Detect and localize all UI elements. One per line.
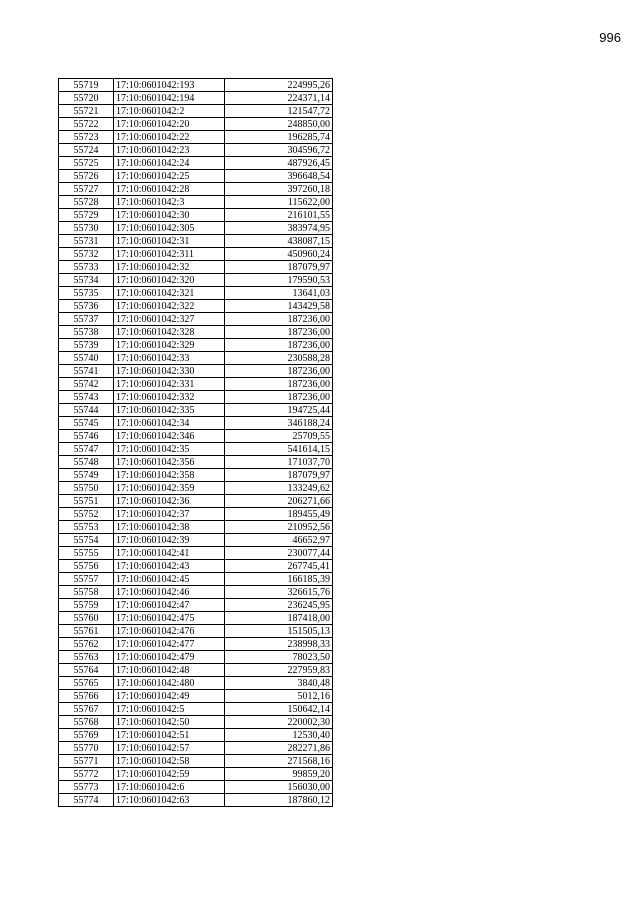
cadastral-number-cell: 17:10:0601042:356 — [114, 456, 225, 469]
row-number-cell: 55748 — [59, 456, 114, 469]
row-number-cell: 55768 — [59, 716, 114, 729]
cadastral-number-cell: 17:10:0601042:57 — [114, 742, 225, 755]
table-row — [59, 222, 333, 235]
cadastral-number-cell: 17:10:0601042:41 — [114, 547, 225, 560]
table-row — [59, 170, 333, 183]
cadastral-number-cell: 17:10:0601042:34 — [114, 417, 225, 430]
cadastral-number-cell: 17:10:0601042:322 — [114, 300, 225, 313]
table-row — [59, 469, 333, 482]
cadastral-number-cell: 17:10:0601042:36 — [114, 495, 225, 508]
cadastral-value-cell: 230077,44 — [225, 547, 333, 560]
cadastral-value-cell: 438087,15 — [225, 235, 333, 248]
cadastral-value-cell: 187236,00 — [225, 339, 333, 352]
cadastral-value-cell: 224371,14 — [225, 92, 333, 105]
cadastral-number-cell: 17:10:0601042:23 — [114, 144, 225, 157]
row-number-cell: 55751 — [59, 495, 114, 508]
cadastral-value-cell: 187860,12 — [225, 794, 333, 807]
cadastral-value-cell: 187236,00 — [225, 378, 333, 391]
row-number-cell: 55729 — [59, 209, 114, 222]
table-row — [59, 521, 333, 534]
cadastral-value-cell: 78023,50 — [225, 651, 333, 664]
row-number-cell: 55731 — [59, 235, 114, 248]
table-row — [59, 560, 333, 573]
cadastral-value-cell: 383974,95 — [225, 222, 333, 235]
cadastral-value-cell: 3840,48 — [225, 677, 333, 690]
table-row — [59, 443, 333, 456]
cadastral-value-cell: 541614,15 — [225, 443, 333, 456]
row-number-cell: 55750 — [59, 482, 114, 495]
cadastral-value-cell: 5012,16 — [225, 690, 333, 703]
table-row — [59, 716, 333, 729]
row-number-cell: 55749 — [59, 469, 114, 482]
cadastral-number-cell: 17:10:0601042:328 — [114, 326, 225, 339]
cadastral-number-cell: 17:10:0601042:475 — [114, 612, 225, 625]
cadastral-number-cell: 17:10:0601042:51 — [114, 729, 225, 742]
cadastral-number-cell: 17:10:0601042:321 — [114, 287, 225, 300]
table-row — [59, 365, 333, 378]
row-number-cell: 55754 — [59, 534, 114, 547]
cadastral-number-cell: 17:10:0601042:49 — [114, 690, 225, 703]
table-row — [59, 131, 333, 144]
cadastral-number-cell: 17:10:0601042:48 — [114, 664, 225, 677]
row-number-cell: 55756 — [59, 560, 114, 573]
table-row — [59, 209, 333, 222]
cadastral-value-table — [58, 78, 333, 807]
table-row — [59, 508, 333, 521]
row-number-cell: 55724 — [59, 144, 114, 157]
cadastral-value-cell: 187236,00 — [225, 313, 333, 326]
cadastral-value-cell: 171037,70 — [225, 456, 333, 469]
table-row — [59, 599, 333, 612]
row-number-cell: 55760 — [59, 612, 114, 625]
cadastral-number-cell: 17:10:0601042:305 — [114, 222, 225, 235]
cadastral-number-cell: 17:10:0601042:194 — [114, 92, 225, 105]
cadastral-number-cell: 17:10:0601042:3 — [114, 196, 225, 209]
cadastral-number-cell: 17:10:0601042:479 — [114, 651, 225, 664]
row-number-cell: 55766 — [59, 690, 114, 703]
cadastral-value-cell: 13641,03 — [225, 287, 333, 300]
cadastral-value-cell: 156030,00 — [225, 781, 333, 794]
cadastral-value-cell: 121547,72 — [225, 105, 333, 118]
cadastral-number-cell: 17:10:0601042:63 — [114, 794, 225, 807]
cadastral-value-cell: 166185,39 — [225, 573, 333, 586]
cadastral-value-cell: 179590,53 — [225, 274, 333, 287]
row-number-cell: 55723 — [59, 131, 114, 144]
row-number-cell: 55746 — [59, 430, 114, 443]
table-row — [59, 651, 333, 664]
row-number-cell: 55755 — [59, 547, 114, 560]
table-row — [59, 144, 333, 157]
table-row — [59, 326, 333, 339]
cadastral-value-cell: 220002,30 — [225, 716, 333, 729]
row-number-cell: 55743 — [59, 391, 114, 404]
row-number-cell: 55740 — [59, 352, 114, 365]
table-row — [59, 196, 333, 209]
table-row — [59, 495, 333, 508]
row-number-cell: 55735 — [59, 287, 114, 300]
cadastral-value-cell: 187079,97 — [225, 261, 333, 274]
table-row — [59, 313, 333, 326]
cadastral-number-cell: 17:10:0601042:32 — [114, 261, 225, 274]
cadastral-value-cell: 187079,97 — [225, 469, 333, 482]
row-number-cell: 55737 — [59, 313, 114, 326]
cadastral-number-cell: 17:10:0601042:193 — [114, 79, 225, 92]
cadastral-number-cell: 17:10:0601042:20 — [114, 118, 225, 131]
table-row — [59, 729, 333, 742]
table-row — [59, 391, 333, 404]
row-number-cell: 55753 — [59, 521, 114, 534]
cadastral-number-cell: 17:10:0601042:50 — [114, 716, 225, 729]
cadastral-value-cell: 143429,58 — [225, 300, 333, 313]
table-row — [59, 768, 333, 781]
row-number-cell: 55719 — [59, 79, 114, 92]
cadastral-number-cell: 17:10:0601042:335 — [114, 404, 225, 417]
row-number-cell: 55722 — [59, 118, 114, 131]
cadastral-value-cell: 196285,74 — [225, 131, 333, 144]
cadastral-number-cell: 17:10:0601042:22 — [114, 131, 225, 144]
cadastral-value-cell: 187236,00 — [225, 326, 333, 339]
table-body — [59, 79, 333, 807]
cadastral-number-cell: 17:10:0601042:5 — [114, 703, 225, 716]
cadastral-value-cell: 326615,76 — [225, 586, 333, 599]
row-number-cell: 55764 — [59, 664, 114, 677]
cadastral-number-cell: 17:10:0601042:331 — [114, 378, 225, 391]
cadastral-value-cell: 304596,72 — [225, 144, 333, 157]
cadastral-number-cell: 17:10:0601042:480 — [114, 677, 225, 690]
row-number-cell: 55739 — [59, 339, 114, 352]
row-number-cell: 55725 — [59, 157, 114, 170]
cadastral-value-cell: 46652,97 — [225, 534, 333, 547]
cadastral-value-cell: 487926,45 — [225, 157, 333, 170]
cadastral-value-cell: 267745,41 — [225, 560, 333, 573]
cadastral-number-cell: 17:10:0601042:30 — [114, 209, 225, 222]
cadastral-number-cell: 17:10:0601042:35 — [114, 443, 225, 456]
table-row — [59, 573, 333, 586]
row-number-cell: 55769 — [59, 729, 114, 742]
cadastral-value-cell: 238998,33 — [225, 638, 333, 651]
row-number-cell: 55772 — [59, 768, 114, 781]
table-row — [59, 339, 333, 352]
table-row — [59, 274, 333, 287]
cadastral-value-cell: 271568,16 — [225, 755, 333, 768]
cadastral-value-cell: 25709,55 — [225, 430, 333, 443]
row-number-cell: 55734 — [59, 274, 114, 287]
cadastral-number-cell: 17:10:0601042:327 — [114, 313, 225, 326]
table-row — [59, 248, 333, 261]
cadastral-value-cell: 397260,18 — [225, 183, 333, 196]
row-number-cell: 55752 — [59, 508, 114, 521]
row-number-cell: 55736 — [59, 300, 114, 313]
cadastral-value-cell: 450960,24 — [225, 248, 333, 261]
row-number-cell: 55770 — [59, 742, 114, 755]
cadastral-number-cell: 17:10:0601042:39 — [114, 534, 225, 547]
table-row — [59, 430, 333, 443]
cadastral-number-cell: 17:10:0601042:45 — [114, 573, 225, 586]
table-row — [59, 586, 333, 599]
cadastral-value-cell: 150642,14 — [225, 703, 333, 716]
table-row — [59, 92, 333, 105]
cadastral-number-cell: 17:10:0601042:477 — [114, 638, 225, 651]
cadastral-value-cell: 248850,00 — [225, 118, 333, 131]
row-number-cell: 55745 — [59, 417, 114, 430]
row-number-cell: 55773 — [59, 781, 114, 794]
cadastral-number-cell: 17:10:0601042:24 — [114, 157, 225, 170]
cadastral-value-cell: 210952,56 — [225, 521, 333, 534]
cadastral-value-cell: 115622,00 — [225, 196, 333, 209]
table-row — [59, 690, 333, 703]
table-row — [59, 742, 333, 755]
cadastral-value-cell: 236245,95 — [225, 599, 333, 612]
row-number-cell: 55728 — [59, 196, 114, 209]
cadastral-number-cell: 17:10:0601042:358 — [114, 469, 225, 482]
row-number-cell: 55774 — [59, 794, 114, 807]
row-number-cell: 55771 — [59, 755, 114, 768]
cadastral-number-cell: 17:10:0601042:25 — [114, 170, 225, 183]
row-number-cell: 55744 — [59, 404, 114, 417]
table-row — [59, 794, 333, 807]
cadastral-number-cell: 17:10:0601042:46 — [114, 586, 225, 599]
cadastral-value-cell: 133249,62 — [225, 482, 333, 495]
row-number-cell: 55720 — [59, 92, 114, 105]
table-row — [59, 456, 333, 469]
row-number-cell: 55732 — [59, 248, 114, 261]
cadastral-value-cell: 227959,83 — [225, 664, 333, 677]
row-number-cell: 55757 — [59, 573, 114, 586]
cadastral-number-cell: 17:10:0601042:311 — [114, 248, 225, 261]
cadastral-number-cell: 17:10:0601042:332 — [114, 391, 225, 404]
table-row — [59, 300, 333, 313]
row-number-cell: 55721 — [59, 105, 114, 118]
table-row — [59, 703, 333, 716]
table-row — [59, 625, 333, 638]
cadastral-value-cell: 12530,40 — [225, 729, 333, 742]
cadastral-number-cell: 17:10:0601042:359 — [114, 482, 225, 495]
row-number-cell: 55767 — [59, 703, 114, 716]
cadastral-number-cell: 17:10:0601042:47 — [114, 599, 225, 612]
table-row — [59, 664, 333, 677]
row-number-cell: 55763 — [59, 651, 114, 664]
row-number-cell: 55738 — [59, 326, 114, 339]
table-row — [59, 105, 333, 118]
cadastral-number-cell: 17:10:0601042:59 — [114, 768, 225, 781]
cadastral-number-cell: 17:10:0601042:476 — [114, 625, 225, 638]
cadastral-number-cell: 17:10:0601042:58 — [114, 755, 225, 768]
cadastral-number-cell: 17:10:0601042:320 — [114, 274, 225, 287]
cadastral-number-cell: 17:10:0601042:346 — [114, 430, 225, 443]
row-number-cell: 55747 — [59, 443, 114, 456]
table-row — [59, 378, 333, 391]
table-row — [59, 547, 333, 560]
cadastral-number-cell: 17:10:0601042:43 — [114, 560, 225, 573]
table-row — [59, 638, 333, 651]
row-number-cell: 55759 — [59, 599, 114, 612]
table-row — [59, 118, 333, 131]
cadastral-value-cell: 216101,55 — [225, 209, 333, 222]
cadastral-number-cell: 17:10:0601042:31 — [114, 235, 225, 248]
cadastral-number-cell: 17:10:0601042:2 — [114, 105, 225, 118]
cadastral-value-cell: 151505,13 — [225, 625, 333, 638]
table-row — [59, 287, 333, 300]
table-row — [59, 781, 333, 794]
table-row — [59, 755, 333, 768]
table-row — [59, 534, 333, 547]
row-number-cell: 55726 — [59, 170, 114, 183]
cadastral-number-cell: 17:10:0601042:38 — [114, 521, 225, 534]
cadastral-value-cell: 230588,28 — [225, 352, 333, 365]
row-number-cell: 55742 — [59, 378, 114, 391]
table-row — [59, 417, 333, 430]
cadastral-value-cell: 187236,00 — [225, 365, 333, 378]
table-row — [59, 183, 333, 196]
cadastral-number-cell: 17:10:0601042:6 — [114, 781, 225, 794]
cadastral-value-cell: 346188,24 — [225, 417, 333, 430]
table-row — [59, 157, 333, 170]
row-number-cell: 55730 — [59, 222, 114, 235]
row-number-cell: 55761 — [59, 625, 114, 638]
cadastral-number-cell: 17:10:0601042:330 — [114, 365, 225, 378]
table-row — [59, 261, 333, 274]
cadastral-value-cell: 187418,00 — [225, 612, 333, 625]
cadastral-value-cell: 206271,66 — [225, 495, 333, 508]
cadastral-value-cell: 282271,86 — [225, 742, 333, 755]
page-number: 996 — [599, 30, 621, 45]
table-row — [59, 612, 333, 625]
cadastral-value-cell: 187236,00 — [225, 391, 333, 404]
table-row — [59, 235, 333, 248]
row-number-cell: 55762 — [59, 638, 114, 651]
cadastral-value-cell: 189455,49 — [225, 508, 333, 521]
table-row — [59, 404, 333, 417]
row-number-cell: 55733 — [59, 261, 114, 274]
row-number-cell: 55727 — [59, 183, 114, 196]
table-row — [59, 79, 333, 92]
cadastral-number-cell: 17:10:0601042:37 — [114, 508, 225, 521]
table-row — [59, 677, 333, 690]
cadastral-value-cell: 194725,44 — [225, 404, 333, 417]
cadastral-number-cell: 17:10:0601042:28 — [114, 183, 225, 196]
row-number-cell: 55758 — [59, 586, 114, 599]
table-row — [59, 482, 333, 495]
cadastral-number-cell: 17:10:0601042:33 — [114, 352, 225, 365]
table-row — [59, 352, 333, 365]
cadastral-number-cell: 17:10:0601042:329 — [114, 339, 225, 352]
cadastral-value-cell: 99859,20 — [225, 768, 333, 781]
cadastral-value-cell: 396648,54 — [225, 170, 333, 183]
cadastral-value-cell: 224995,26 — [225, 79, 333, 92]
row-number-cell: 55765 — [59, 677, 114, 690]
row-number-cell: 55741 — [59, 365, 114, 378]
